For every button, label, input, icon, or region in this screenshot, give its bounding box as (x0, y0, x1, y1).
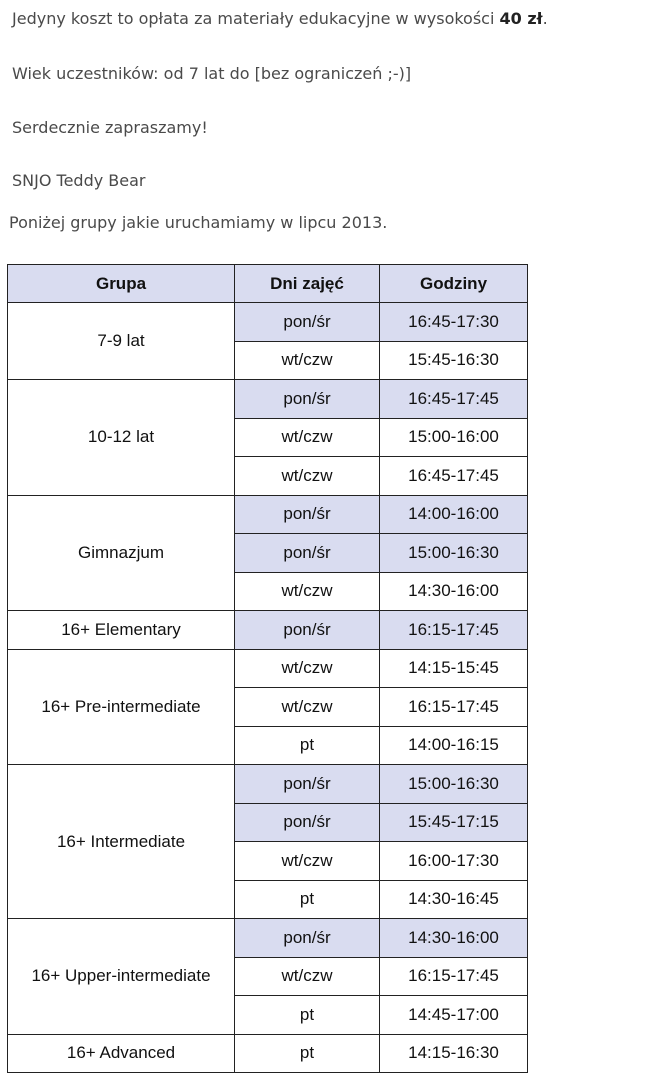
header-hours: Godziny (380, 265, 528, 303)
cost-paragraph (12, 9, 548, 29)
table-row (8, 765, 528, 804)
signature: SNJO Teddy Bear (12, 171, 146, 190)
invite-paragraph: Serdecznie zapraszamy! (12, 118, 208, 137)
days-cell: pon/śr (235, 303, 380, 342)
hours-cell: 16:45-17:45 (380, 380, 528, 419)
group-name-cell: 16+ Elementary (8, 611, 235, 650)
days-cell: pon/śr (235, 380, 380, 419)
days-cell: wt/czw (235, 572, 380, 611)
group-name-cell: 16+ Intermediate (8, 765, 235, 919)
days-cell: pon/śr (235, 803, 380, 842)
table-row (8, 919, 528, 958)
cost-text: Jedyny koszt to opłata za materiały edukacyjne w wysokości (12, 9, 500, 28)
hours-cell: 16:45-17:30 (380, 303, 528, 342)
hours-cell: 16:15-17:45 (380, 688, 528, 727)
header-days: Dni zajęć (235, 265, 380, 303)
cost-value: 40 zł (499, 9, 543, 28)
days-cell: wt/czw (235, 957, 380, 996)
group-name-cell: Gimnazjum (8, 495, 235, 611)
hours-cell: 16:00-17:30 (380, 842, 528, 881)
group-name-cell: 16+ Advanced (8, 1034, 235, 1073)
hours-cell: 14:30-16:45 (380, 880, 528, 919)
table-row (8, 303, 528, 342)
days-cell: pt (235, 996, 380, 1035)
cost-end: . (542, 9, 548, 28)
days-cell: wt/czw (235, 688, 380, 727)
days-cell: pon/śr (235, 534, 380, 573)
group-name-cell: 10-12 lat (8, 380, 235, 496)
hours-cell: 16:45-17:45 (380, 457, 528, 496)
days-cell: wt/czw (235, 418, 380, 457)
days-cell: wt/czw (235, 842, 380, 881)
days-cell: wt/czw (235, 341, 380, 380)
days-cell: wt/czw (235, 649, 380, 688)
group-name-cell: 16+ Pre-intermediate (8, 649, 235, 765)
days-cell: pon/śr (235, 495, 380, 534)
age-paragraph: Wiek uczestników: od 7 lat do [bez ograniczeń ;-)] (12, 64, 412, 83)
days-cell: pon/śr (235, 611, 380, 650)
hours-cell: 15:45-16:30 (380, 341, 528, 380)
hours-cell: 14:45-17:00 (380, 996, 528, 1035)
hours-cell: 15:00-16:30 (380, 534, 528, 573)
hours-cell: 16:15-17:45 (380, 611, 528, 650)
hours-cell: 15:00-16:00 (380, 418, 528, 457)
days-cell: pt (235, 880, 380, 919)
days-cell: pt (235, 1034, 380, 1073)
table-row (8, 611, 528, 650)
schedule-table (7, 264, 528, 1073)
days-cell: wt/czw (235, 457, 380, 496)
days-cell: pon/śr (235, 919, 380, 958)
table-row (8, 649, 528, 688)
hours-cell: 14:30-16:00 (380, 572, 528, 611)
group-name-cell: 7-9 lat (8, 303, 235, 380)
hours-cell: 14:00-16:00 (380, 495, 528, 534)
group-name-cell: 16+ Upper-intermediate (8, 919, 235, 1035)
hours-cell: 14:15-16:30 (380, 1034, 528, 1073)
schedule-body (8, 303, 528, 1073)
table-row (8, 380, 528, 419)
hours-cell: 14:30-16:00 (380, 919, 528, 958)
hours-cell: 14:00-16:15 (380, 726, 528, 765)
days-cell: pon/śr (235, 765, 380, 804)
header-row (8, 265, 528, 303)
days-cell: pt (235, 726, 380, 765)
hours-cell: 14:15-15:45 (380, 649, 528, 688)
hours-cell: 15:00-16:30 (380, 765, 528, 804)
header-group: Grupa (8, 265, 235, 303)
hours-cell: 16:15-17:45 (380, 957, 528, 996)
groups-intro-paragraph: Poniżej grupy jakie uruchamiamy w lipcu 2013. (9, 213, 388, 232)
table-row (8, 495, 528, 534)
hours-cell: 15:45-17:15 (380, 803, 528, 842)
table-row (8, 1034, 528, 1073)
